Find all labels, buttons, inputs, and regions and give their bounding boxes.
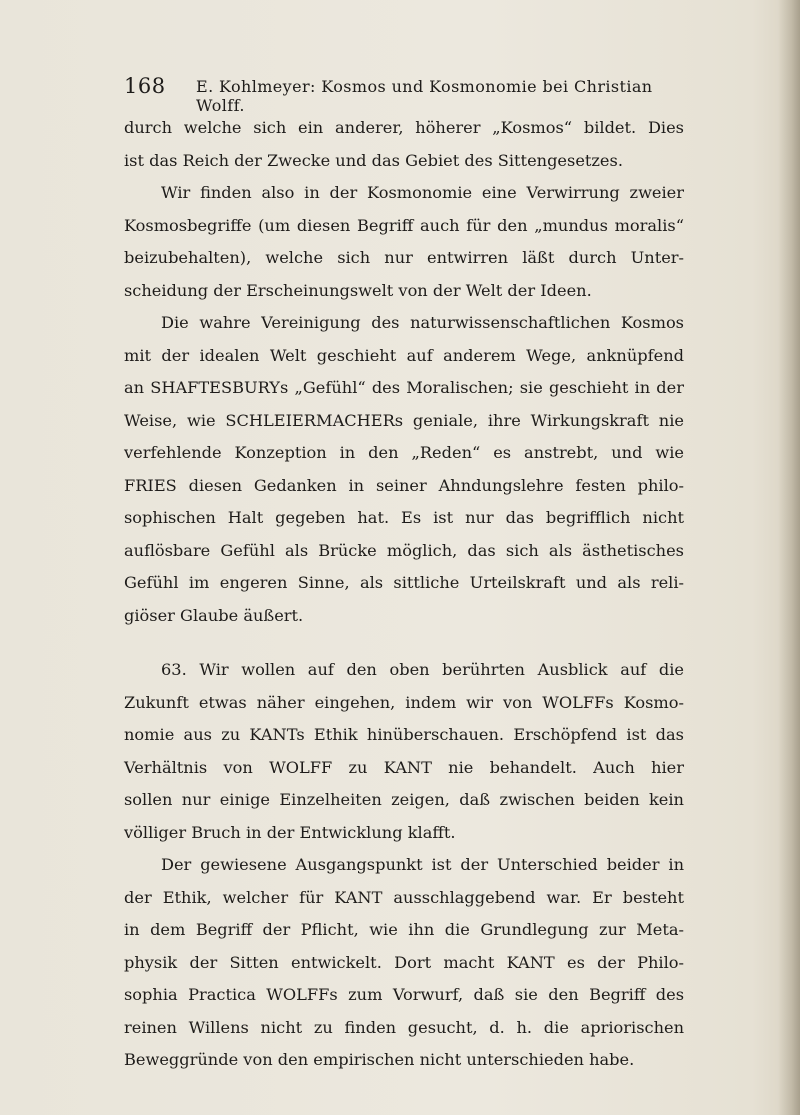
text-line: Die wahre Vereinigung des naturwissenschaftlichen Kosmos <box>161 313 684 332</box>
text-line: Beweggründe von den empirischen nicht unterschieden habe. <box>124 1050 635 1069</box>
text-line: Der gewiesene Ausgangspunkt ist der Unterschied beider in <box>161 855 684 874</box>
text-line: mit der idealen Welt geschieht auf anderem Wege, anknüpfend <box>124 345 684 365</box>
page-header <box>124 72 684 115</box>
text-line: Verhältnis von WOLFF zu KANT nie behandelt. Auch hier <box>124 757 684 777</box>
text-line: ist das Reich der Zwecke und das Gebiet des Sittengesetzes. <box>124 150 623 170</box>
paragraph <box>124 177 684 307</box>
text-line: 63. Wir wollen auf den oben berührten Ausblick auf die <box>161 660 684 679</box>
body-text <box>124 112 684 1077</box>
text-line: sophia Practica WOLFFs zum Vorwurf, daß sie den Begriff des <box>124 985 684 1004</box>
text-line: nomie aus zu KANTs Ethik hinüberschauen. Erschöpfend ist das <box>124 725 684 744</box>
text-line: der Ethik, welcher für KANT ausschlaggebend war. Er besteht <box>124 887 684 907</box>
text-line: in dem Begriff der Pflicht, wie ihn die Grundlegung zur Meta- <box>124 920 684 939</box>
text-line: auflösbare Gefühl als Brücke möglich, das sich als ästhetisches <box>124 540 684 560</box>
text-line: sollen nur einige Einzelheiten zeigen, daß zwischen beiden kein <box>124 790 684 809</box>
text-line: völliger Bruch in der Entwicklung klafft. <box>124 822 456 842</box>
text-line: physik der Sitten entwickelt. Dort macht KANT es der Philo- <box>124 952 684 972</box>
text-line: Weise, wie SCHLEIERMACHERs geniale, ihre Wirkungskraft nie <box>124 410 684 430</box>
text-line: Zukunft etwas näher eingehen, indem wir von WOLFFs Kosmo- <box>124 692 684 712</box>
text-line: reinen Willens nicht zu finden gesucht, d. h. die apriorischen <box>124 1017 684 1037</box>
text-line: Wir finden also in der Kosmonomie eine Verwirrung zweier <box>161 183 684 202</box>
paragraph <box>124 307 684 632</box>
page-number: 168 <box>124 74 166 98</box>
text-line: Kosmosbegriffe (um diesen Begriff auch für den „mundus moralis“ <box>124 215 684 235</box>
paragraph <box>124 112 684 177</box>
text-line: verfehlende Konzeption in den „Reden“ es anstrebt, und wie <box>124 443 684 462</box>
text-line: Gefühl im engeren Sinne, als sittliche Urteilskraft und als reli- <box>124 573 684 592</box>
text-line: durch welche sich ein anderer, höherer „Kosmos“ bildet. Dies <box>124 118 684 137</box>
text-line: giöser Glaube äußert. <box>124 605 304 625</box>
text-line: FRIES diesen Gedanken in seiner Ahndungslehre festen philo- <box>124 475 684 495</box>
paragraph <box>124 654 684 849</box>
page-edge-shadow <box>778 0 800 1115</box>
paragraph <box>124 849 684 1077</box>
text-line: sophischen Halt gegeben hat. Es ist nur das begrifflich nicht <box>124 508 684 527</box>
text-line: an SHAFTESBURYs „Gefühl“ des Moralischen; sie geschieht in der <box>124 378 684 397</box>
text-line: beizubehalten), welche sich nur entwirren läßt durch Unter- <box>124 248 684 267</box>
running-head: E. Kohlmeyer: Kosmos und Kosmonomie bei Christian Wolff. <box>196 77 653 115</box>
text-line: scheidung der Erscheinungswelt von der Welt der Ideen. <box>124 280 592 300</box>
